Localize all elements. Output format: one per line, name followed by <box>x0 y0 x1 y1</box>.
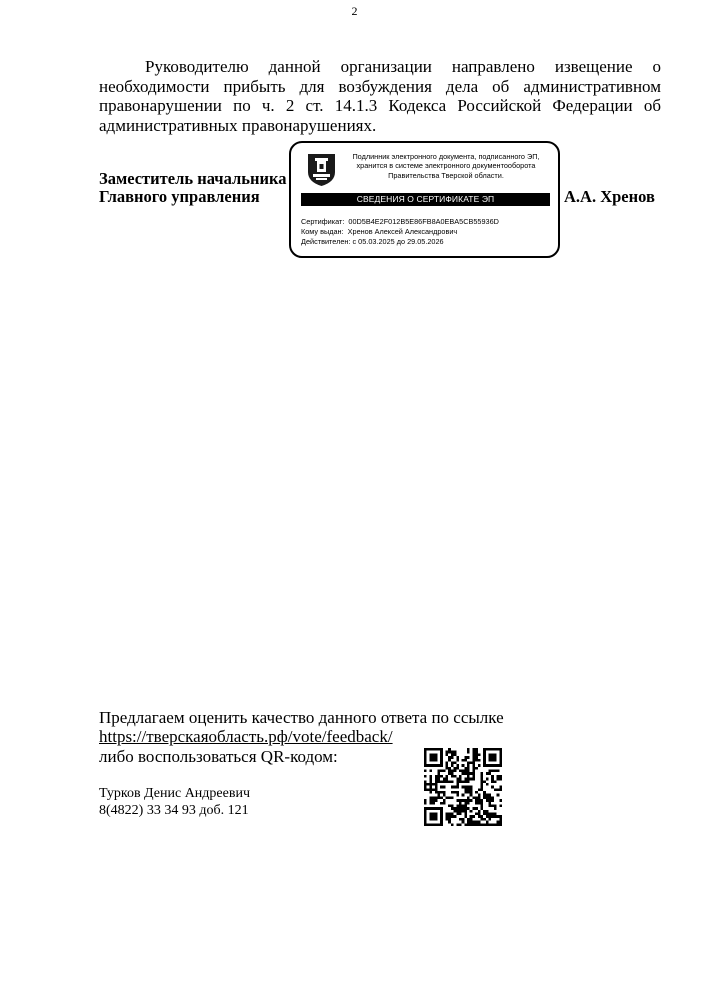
issued-to-value: Хренов Алексей Александрович <box>347 227 458 236</box>
page-number: 2 <box>351 4 358 18</box>
certificate-details <box>301 217 499 247</box>
feedback-line1: Предлагаем оценить качество данного ответа по ссылке <box>99 708 504 727</box>
signatory-name: А.А. Хренов <box>564 187 655 206</box>
issued-to-row <box>301 227 499 237</box>
body-paragraph: Руководителю данной организации направлено извещение о необходимости прибыть для возбуждения дела об административном правонарушении по ч. 2 ст. 14.1.3 Кодекса Российской Федерации об административных правонарушениях. <box>99 57 661 135</box>
validity-row <box>301 237 499 247</box>
valid-value: с 05.03.2025 до 29.05.2026 <box>352 237 444 246</box>
certificate-header: СВЕДЕНИЯ О СЕРТИФИКАТЕ ЭП <box>301 193 550 206</box>
stamp-notice: Подлинник электронного документа, подписанного ЭП, хранится в системе электронного документооборота Правительства Тверской области. <box>352 152 540 180</box>
certificate-row <box>301 217 499 227</box>
feedback-link[interactable]: https://тверскаяобласть.рф/vote/feedback/ <box>99 727 393 746</box>
qr-code-icon[interactable] <box>422 748 504 826</box>
coat-of-arms-icon <box>306 152 337 187</box>
certificate-label: Сертификат: <box>301 217 345 226</box>
signatory-position-line2: Главного управления <box>99 187 260 206</box>
contact-name: Турков Денис Андреевич <box>99 786 250 801</box>
certificate-value: 00D5B4E2F012B5E86FB8A0EBA5CB55936D <box>348 217 499 226</box>
valid-label: Действителен: <box>301 237 351 246</box>
feedback-line3: либо воспользоваться QR-кодом: <box>99 747 338 766</box>
contact-phone: 8(4822) 33 34 93 доб. 121 <box>99 803 249 818</box>
signatory-position-line1: Заместитель начальника <box>99 169 287 188</box>
issued-to-label: Кому выдан: <box>301 227 344 236</box>
electronic-signature-stamp <box>289 141 560 258</box>
